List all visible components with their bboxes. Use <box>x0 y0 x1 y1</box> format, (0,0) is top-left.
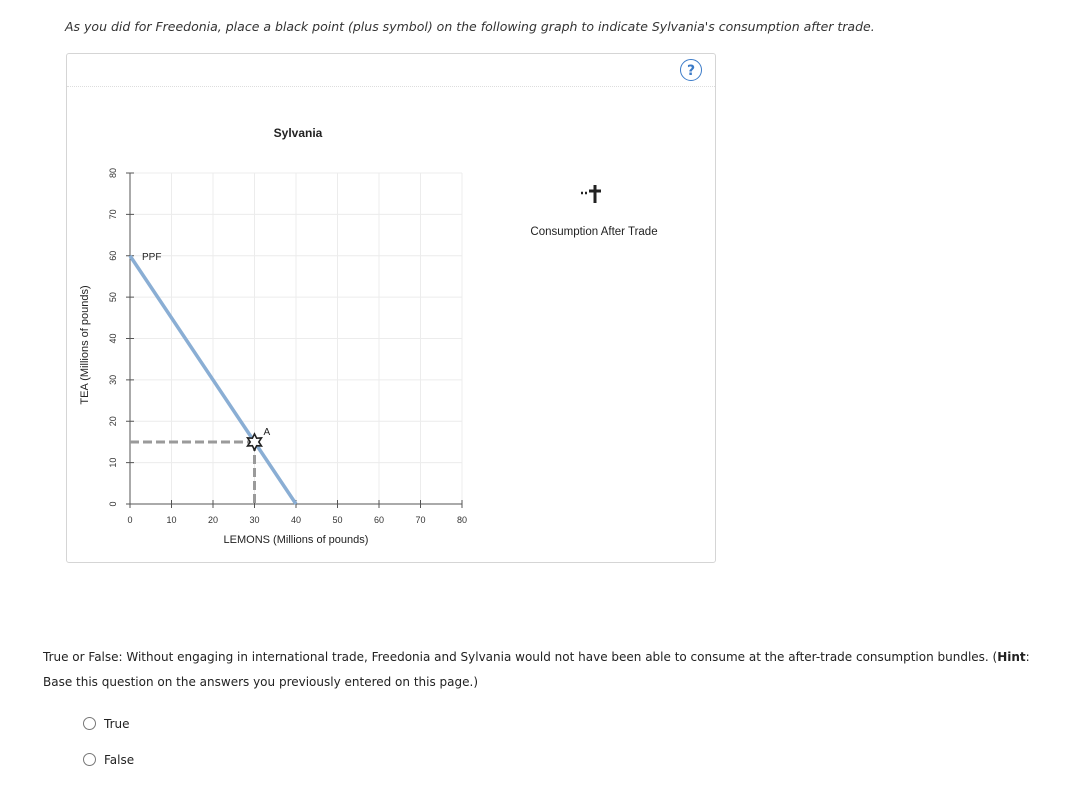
option-false-label: False <box>104 753 135 767</box>
x-tick-label: 20 <box>207 515 219 525</box>
y-tick-label: 0 <box>108 501 118 507</box>
radio-false[interactable] <box>83 753 96 766</box>
hint-label: Hint <box>997 650 1026 664</box>
question-prefix: True or False: Without engaging in international trade, Freedonia and Sylvania would not have been able to consume at the after-trade consumption bundles. ( <box>43 650 998 664</box>
x-axis-title: LEMONS (Millions of pounds) <box>223 534 369 546</box>
legend-label: Consumption After Trade <box>530 226 658 238</box>
y-tick-label: 20 <box>108 416 118 427</box>
ppf-label: PPF <box>142 251 162 263</box>
x-tick-label: 40 <box>290 515 302 525</box>
option-true[interactable] <box>83 717 130 731</box>
chart-points <box>130 427 271 504</box>
question-suffix: : Base this question on the answers you previously entered on this page.) <box>43 650 1030 689</box>
radio-true[interactable] <box>83 717 96 730</box>
x-tick-label: 60 <box>373 515 385 525</box>
y-tick-label: 80 <box>108 167 118 179</box>
option-false[interactable] <box>83 753 134 767</box>
y-tick-label: 40 <box>108 333 118 344</box>
y-tick-label: 30 <box>108 374 118 385</box>
graph-panel <box>66 53 716 563</box>
chart-ticks <box>108 168 467 525</box>
x-tick-label: 30 <box>249 515 260 525</box>
option-true-label: True <box>104 717 130 731</box>
y-axis-title: TEA (Millions of pounds) <box>79 285 91 405</box>
x-tick-label: 50 <box>332 515 343 525</box>
x-tick-label: 80 <box>456 515 468 525</box>
x-tick-label: 70 <box>415 515 426 525</box>
y-tick-label: 10 <box>108 457 118 468</box>
consumption-legend[interactable] <box>530 185 657 238</box>
chart-title: Sylvania <box>273 126 323 140</box>
instruction-text: As you did for Freedonia, place a black point (plus symbol) on the following graph to indicate Sylvania's consumption after trade. <box>65 19 875 34</box>
x-tick-label: 0 <box>127 515 133 525</box>
x-tick-label: 10 <box>166 515 177 525</box>
y-tick-label: 70 <box>108 209 118 220</box>
chart-area[interactable] <box>67 54 715 562</box>
question-text <box>43 645 1033 695</box>
point-a-label: A <box>263 426 271 438</box>
help-button[interactable]: ? <box>680 59 702 81</box>
y-tick-label: 50 <box>108 292 118 303</box>
y-tick-label: 60 <box>108 250 118 261</box>
chart-grid <box>130 173 462 504</box>
